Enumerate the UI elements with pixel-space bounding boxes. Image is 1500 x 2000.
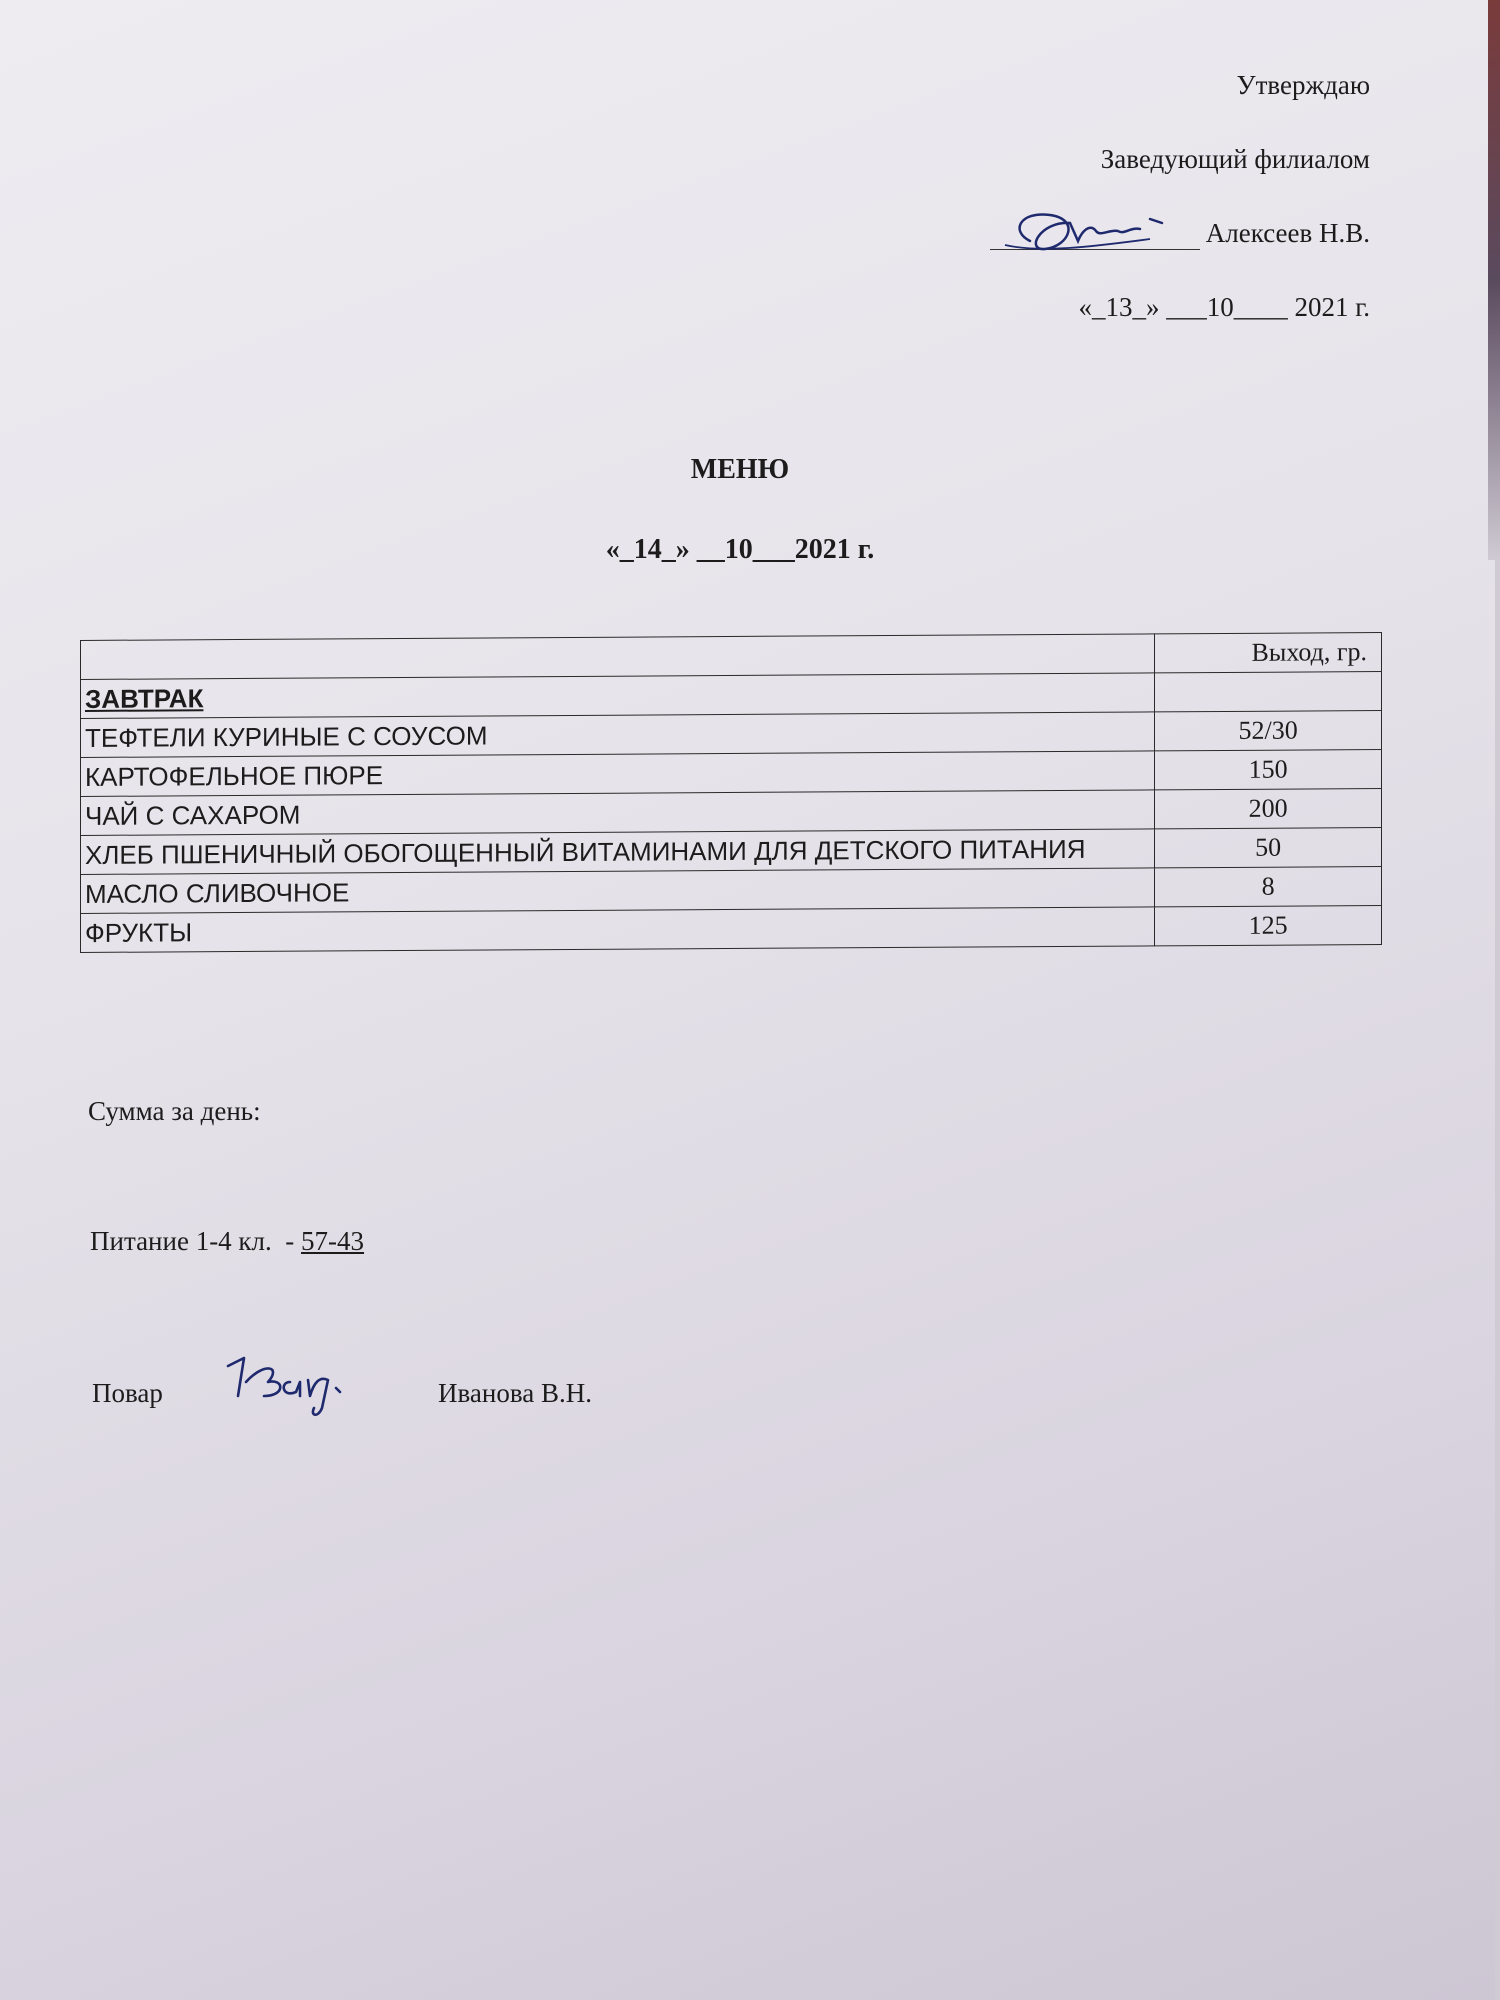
dish-output: 125: [1155, 906, 1382, 946]
background-edge: [1488, 0, 1500, 560]
section-breakfast: ЗАВТРАК: [81, 673, 1155, 719]
menu-table: [80, 632, 1382, 953]
cook-name: Иванова В.Н.: [438, 1378, 592, 1408]
section-empty-cell: [1155, 672, 1382, 712]
menu-title: МЕНЮ: [690, 454, 790, 485]
dish-output: 50: [1155, 828, 1382, 868]
dish-output: 200: [1155, 789, 1382, 829]
dish-name: ФРУКТЫ: [81, 907, 1155, 953]
dish-output: 52/30: [1155, 711, 1382, 751]
cook-signature: [224, 1352, 364, 1422]
approver-name: Алексеев Н.В.: [1205, 218, 1370, 248]
signature-line: [990, 223, 1200, 250]
dish-name: МАСЛО СЛИВОЧНОЕ: [81, 868, 1155, 914]
dish-output: 8: [1155, 867, 1382, 907]
header-output-cell: Выход, гр.: [1155, 633, 1382, 673]
header-name-cell: [81, 634, 1155, 680]
dish-name: ТЕФТЕЛИ КУРИНЫЕ С СОУСОМ: [81, 712, 1155, 758]
cook-label: Повар: [92, 1378, 163, 1408]
director-signature: [1000, 201, 1170, 261]
nutrition-line: [90, 1226, 364, 1257]
dish-name: ХЛЕБ ПШЕНИЧНЫЙ ОБОГОЩЕННЫЙ ВИТАМИНАМИ ДЛЯ ДЕТСКОГО ПИТАНИЯ: [81, 829, 1155, 875]
nutrition-label: Питание 1-4 кл. -: [90, 1226, 302, 1256]
table-row: [81, 906, 1382, 953]
approve-label: Утверждаю: [1236, 70, 1370, 100]
approval-block: [990, 68, 1370, 364]
dish-name: ЧАЙ С САХАРОМ: [81, 790, 1155, 836]
dish-name: КАРТОФЕЛЬНОЕ ПЮРЕ: [81, 751, 1155, 797]
menu-date: «_14_» __10___2021 г.: [605, 534, 875, 565]
dish-output: 150: [1155, 750, 1382, 790]
approver-signature-row: [990, 216, 1370, 250]
approver-position: Заведующий филиалом: [1100, 144, 1370, 174]
daily-sum-label: Сумма за день:: [88, 1096, 261, 1126]
nutrition-value: 57-43: [301, 1226, 365, 1256]
approval-date: «_13_» ___10____ 2021 г.: [1078, 292, 1370, 322]
